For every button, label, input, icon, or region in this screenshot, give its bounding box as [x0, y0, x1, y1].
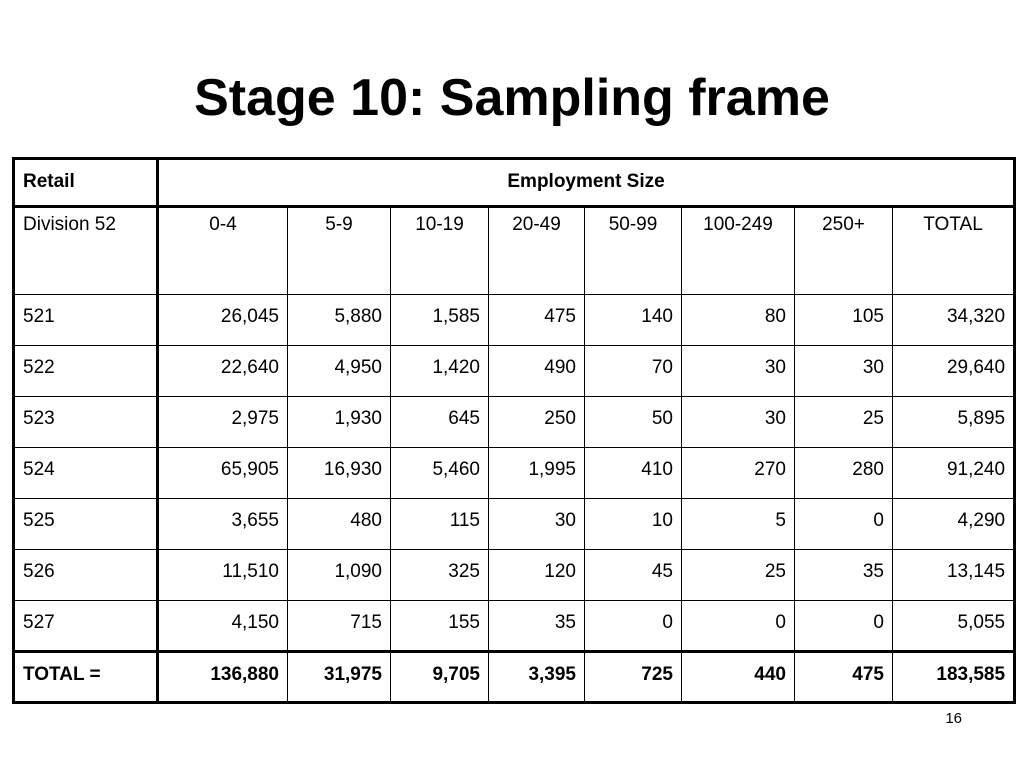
table-cell: 45: [585, 550, 682, 601]
table-cell: 270: [682, 448, 795, 499]
table-cell: 30: [682, 346, 795, 397]
table-row: [14, 448, 1015, 499]
row-label: 527: [14, 601, 158, 652]
table-cell: 715: [288, 601, 391, 652]
table-cell: 4,150: [158, 601, 288, 652]
table-cell: 250: [489, 397, 585, 448]
table-cell: 410: [585, 448, 682, 499]
table-cell: 16,930: [288, 448, 391, 499]
table-cell: 0: [585, 601, 682, 652]
total-cell: 475: [795, 652, 893, 703]
table-cell: 70: [585, 346, 682, 397]
table-cell: 1,090: [288, 550, 391, 601]
column-label: 5-9: [288, 207, 391, 295]
total-cell: 31,975: [288, 652, 391, 703]
table-cell: 2,975: [158, 397, 288, 448]
table-cell: 11,510: [158, 550, 288, 601]
column-labels-row: [14, 207, 1015, 295]
table-cell: 35: [795, 550, 893, 601]
table-cell: 5,880: [288, 295, 391, 346]
table-cell: 0: [682, 601, 795, 652]
column-label: 50-99: [585, 207, 682, 295]
column-label: 0-4: [158, 207, 288, 295]
table-cell: 50: [585, 397, 682, 448]
table-row: [14, 499, 1015, 550]
corner-label: Retail: [14, 159, 158, 207]
total-label: TOTAL =: [14, 652, 158, 703]
table-cell: 10: [585, 499, 682, 550]
table-cell: 475: [489, 295, 585, 346]
table-row: [14, 601, 1015, 652]
row-label: 524: [14, 448, 158, 499]
table-header-row: [14, 159, 1015, 207]
table-cell: 1,995: [489, 448, 585, 499]
table-cell: 91,240: [893, 448, 1015, 499]
table-cell: 5,460: [391, 448, 489, 499]
table-cell: 105: [795, 295, 893, 346]
table-cell: 65,905: [158, 448, 288, 499]
table-cell: 3,655: [158, 499, 288, 550]
table-cell: 0: [795, 601, 893, 652]
table-cell: 80: [682, 295, 795, 346]
table-cell: 120: [489, 550, 585, 601]
slide-title: Stage 10: Sampling frame: [194, 69, 830, 127]
table-cell: 5,895: [893, 397, 1015, 448]
table-cell: 30: [795, 346, 893, 397]
table-cell: 1,420: [391, 346, 489, 397]
table-cell: 1,585: [391, 295, 489, 346]
table-cell: 1,930: [288, 397, 391, 448]
table-cell: 34,320: [893, 295, 1015, 346]
table-cell: 13,145: [893, 550, 1015, 601]
total-cell: 3,395: [489, 652, 585, 703]
group-header: Employment Size: [158, 159, 1015, 207]
total-cell: 725: [585, 652, 682, 703]
table-total-row: [14, 652, 1015, 703]
table-cell: 30: [489, 499, 585, 550]
total-cell: 183,585: [893, 652, 1015, 703]
sampling-frame-table: [12, 157, 1016, 704]
table-row: [14, 295, 1015, 346]
row-label: 525: [14, 499, 158, 550]
table-cell: 4,950: [288, 346, 391, 397]
table-cell: 155: [391, 601, 489, 652]
row-label: 522: [14, 346, 158, 397]
table-cell: 0: [795, 499, 893, 550]
column-label: 100-249: [682, 207, 795, 295]
table-cell: 4,290: [893, 499, 1015, 550]
column-label: TOTAL: [893, 207, 1015, 295]
row-label: 526: [14, 550, 158, 601]
table-cell: 35: [489, 601, 585, 652]
table-cell: 25: [795, 397, 893, 448]
table-cell: 490: [489, 346, 585, 397]
table-cell: 29,640: [893, 346, 1015, 397]
table-cell: 5: [682, 499, 795, 550]
table-cell: 140: [585, 295, 682, 346]
table-cell: 26,045: [158, 295, 288, 346]
division-label: Division 52: [14, 207, 158, 295]
table-cell: 480: [288, 499, 391, 550]
table-cell: 115: [391, 499, 489, 550]
row-label: 521: [14, 295, 158, 346]
table-cell: 25: [682, 550, 795, 601]
column-label: 20-49: [489, 207, 585, 295]
row-label: 523: [14, 397, 158, 448]
column-label: 250+: [795, 207, 893, 295]
table-row: [14, 346, 1015, 397]
table-row: [14, 550, 1015, 601]
table-cell: 645: [391, 397, 489, 448]
table-cell: 30: [682, 397, 795, 448]
table-cell: 5,055: [893, 601, 1015, 652]
table-cell: 325: [391, 550, 489, 601]
column-label: 10-19: [391, 207, 489, 295]
table-cell: 280: [795, 448, 893, 499]
total-cell: 440: [682, 652, 795, 703]
page-number: 16: [945, 710, 962, 727]
total-cell: 136,880: [158, 652, 288, 703]
total-cell: 9,705: [391, 652, 489, 703]
table-row: [14, 397, 1015, 448]
table-cell: 22,640: [158, 346, 288, 397]
